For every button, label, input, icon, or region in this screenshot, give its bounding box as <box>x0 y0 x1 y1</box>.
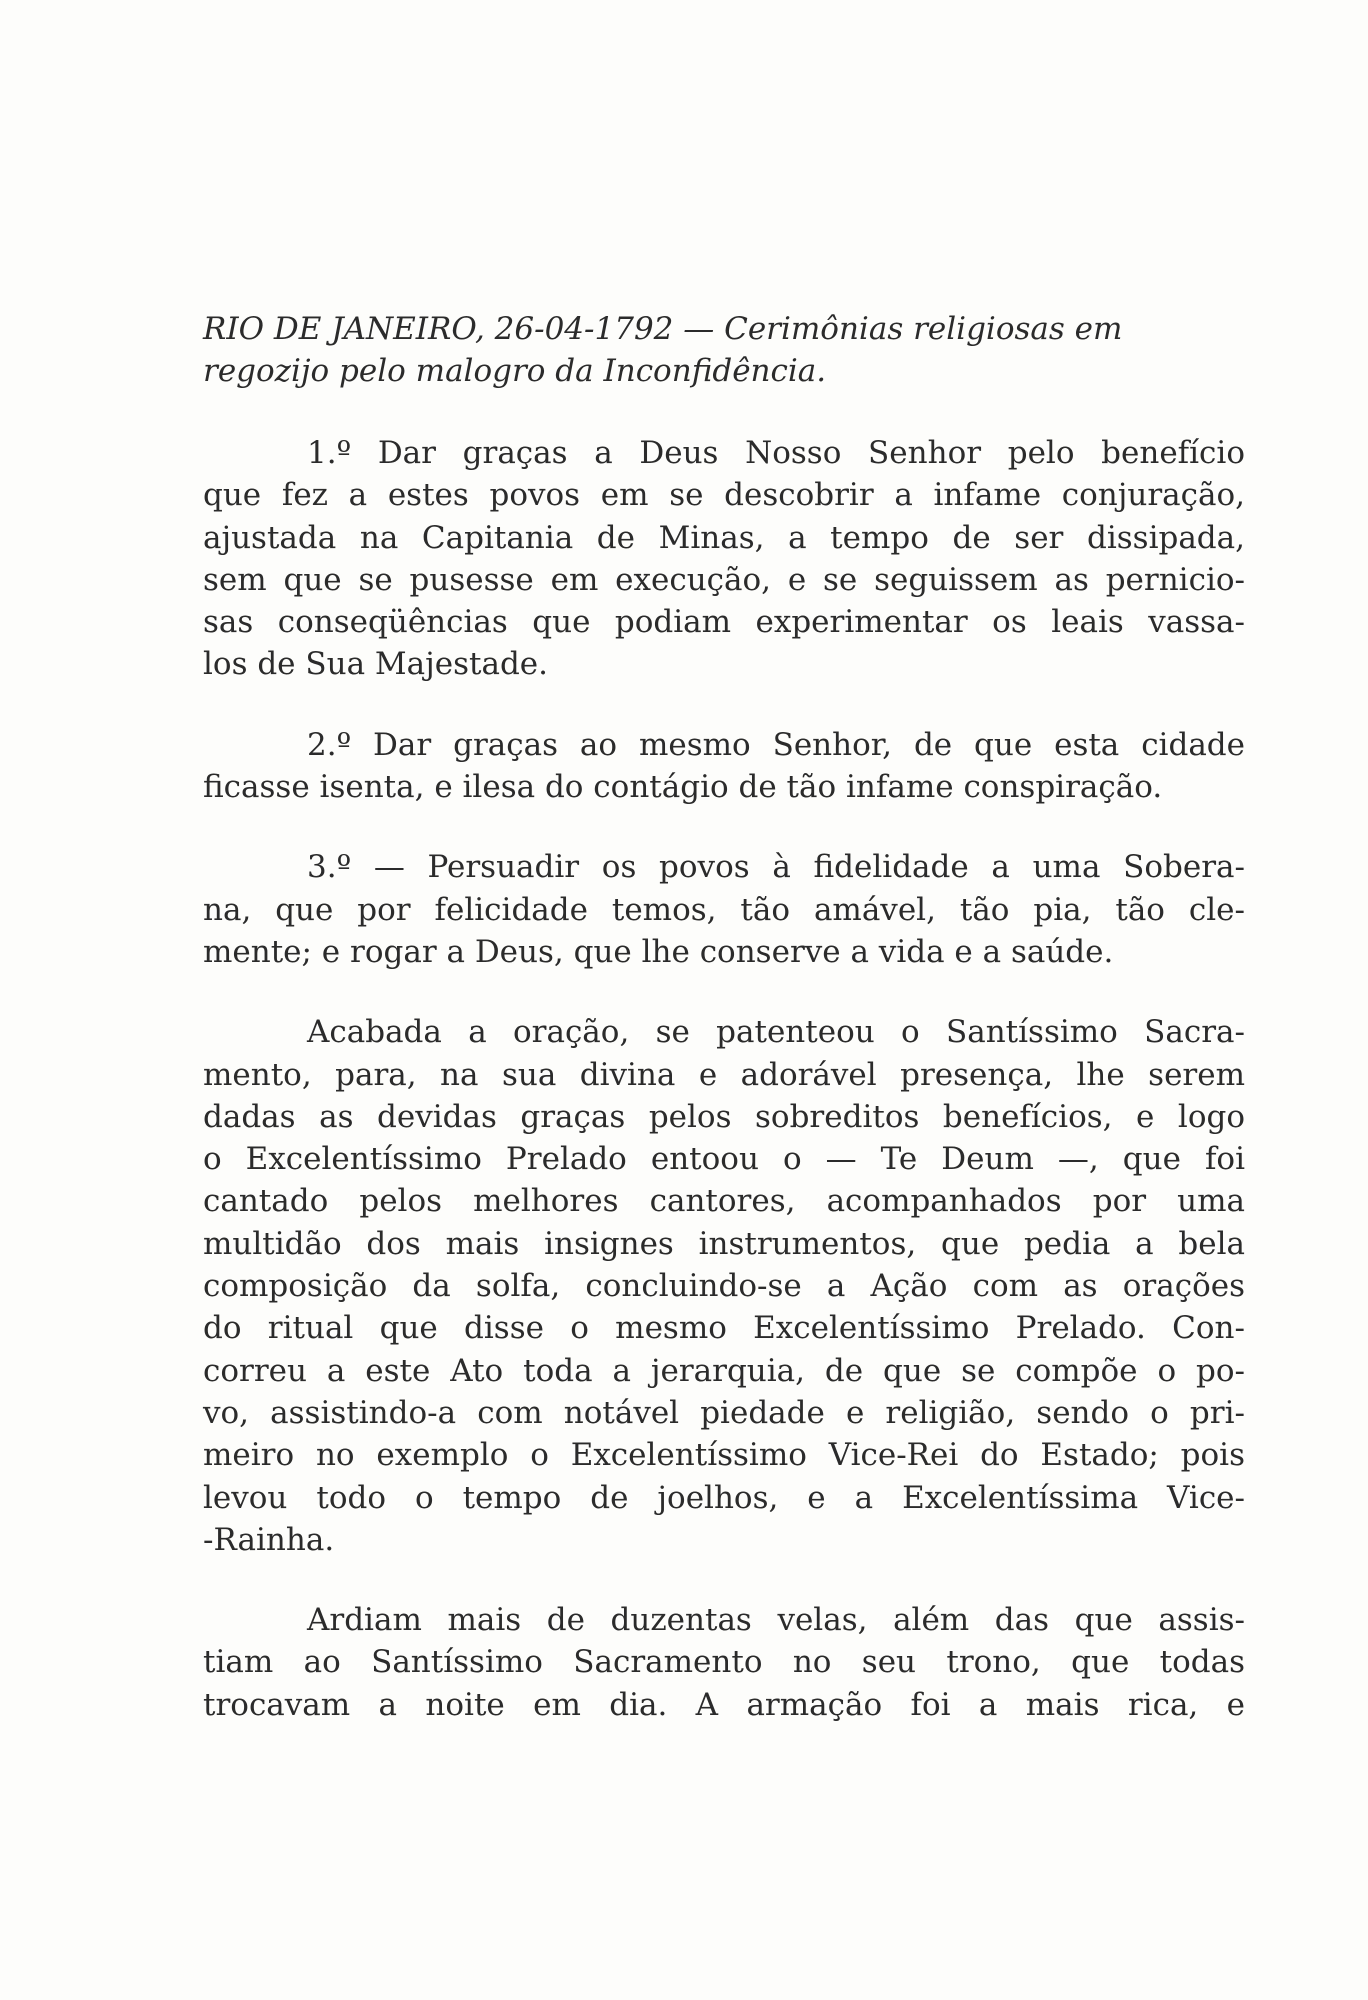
paragraph-line: cantado pelos melhores cantores, acompanhados por uma <box>203 1183 1245 1220</box>
paragraph-line: meiro no exemplo o Excelentíssimo Vice-Rei do Estado; pois <box>203 1437 1245 1474</box>
paragraph-line: na, que por felicidade temos, tão amável, tão pia, tão cle- <box>203 891 1245 928</box>
paragraph-line: correu a este Ato toda a jerarquia, de que se compõe o po- <box>203 1352 1245 1389</box>
paragraph-line: vo, assistindo-a com notável piedade e religião, sendo o pri- <box>203 1394 1245 1431</box>
document-body <box>203 308 1245 1764</box>
paragraph-line: los de Sua Majestade. <box>203 646 548 683</box>
document-heading <box>203 308 1245 392</box>
paragraph-velas <box>203 1599 1245 1726</box>
paragraph-line: 3.º — Persuadir os povos à fidelidade a uma Sobera- <box>307 849 1245 886</box>
paragraph-item-2 <box>203 724 1245 809</box>
paragraph-line: Acabada a oração, se patenteou o Santíssimo Sacra- <box>307 1014 1245 1051</box>
paragraph-line: ficasse isenta, e ilesa do contágio de tão infame conspiração. <box>203 769 1163 806</box>
paragraph-line: -Rainha. <box>203 1521 335 1558</box>
paragraph-line: multidão dos mais insignes instrumentos, que pedia a bela <box>203 1225 1245 1262</box>
paragraph-line: tiam ao Santíssimo Sacramento no seu trono, que todas <box>203 1644 1245 1681</box>
paragraph-line: trocavam a noite em dia. A armação foi a mais rica, e <box>203 1686 1245 1723</box>
paragraph-line: mento, para, na sua divina e adorável presença, lhe serem <box>203 1056 1245 1093</box>
paragraph-line: 2.º Dar graças ao mesmo Senhor, de que esta cidade <box>307 726 1245 763</box>
paragraph-line: dadas as devidas graças pelos sobreditos benefícios, e logo <box>203 1098 1245 1135</box>
paragraph-line: Ardiam mais de duzentas velas, além das que assis- <box>307 1602 1245 1639</box>
paragraph-line: ajustada na Capitania de Minas, a tempo de ser dissipada, <box>203 519 1245 556</box>
paragraph-line: o Excelentíssimo Prelado entoou o — Te Deum —, que foi <box>203 1141 1245 1178</box>
paragraph-cerimonia <box>203 1011 1245 1561</box>
paragraph-line: composição da solfa, concluindo-se a Ação com as orações <box>203 1268 1245 1305</box>
paragraph-item-1 <box>203 432 1245 686</box>
paragraph-line: 1.º Dar graças a Deus Nosso Senhor pelo benefício <box>307 435 1245 471</box>
paragraph-line: que fez a estes povos em se descobrir a infame conjuração, <box>203 477 1245 514</box>
paragraph-line: sas conseqüências que podiam experimentar os leais vassa- <box>203 604 1245 641</box>
paragraph-line: do ritual que disse o mesmo Excelentíssimo Prelado. Con- <box>203 1310 1245 1347</box>
paragraph-item-3 <box>203 846 1245 973</box>
paragraph-line: mente; e rogar a Deus, que lhe conserve a vida e a saúde. <box>203 933 1114 970</box>
paragraph-line: sem que se pusesse em execução, e se seguissem as pernicio- <box>203 561 1245 598</box>
heading-line: RIO DE JANEIRO, 26-04-1792 — Cerimônias religiosas em <box>203 311 1123 347</box>
heading-line: regozijo pelo malogro da Inconfidência. <box>203 353 827 389</box>
paragraph-line: levou todo o tempo de joelhos, e a Excelentíssima Vice- <box>203 1479 1245 1516</box>
